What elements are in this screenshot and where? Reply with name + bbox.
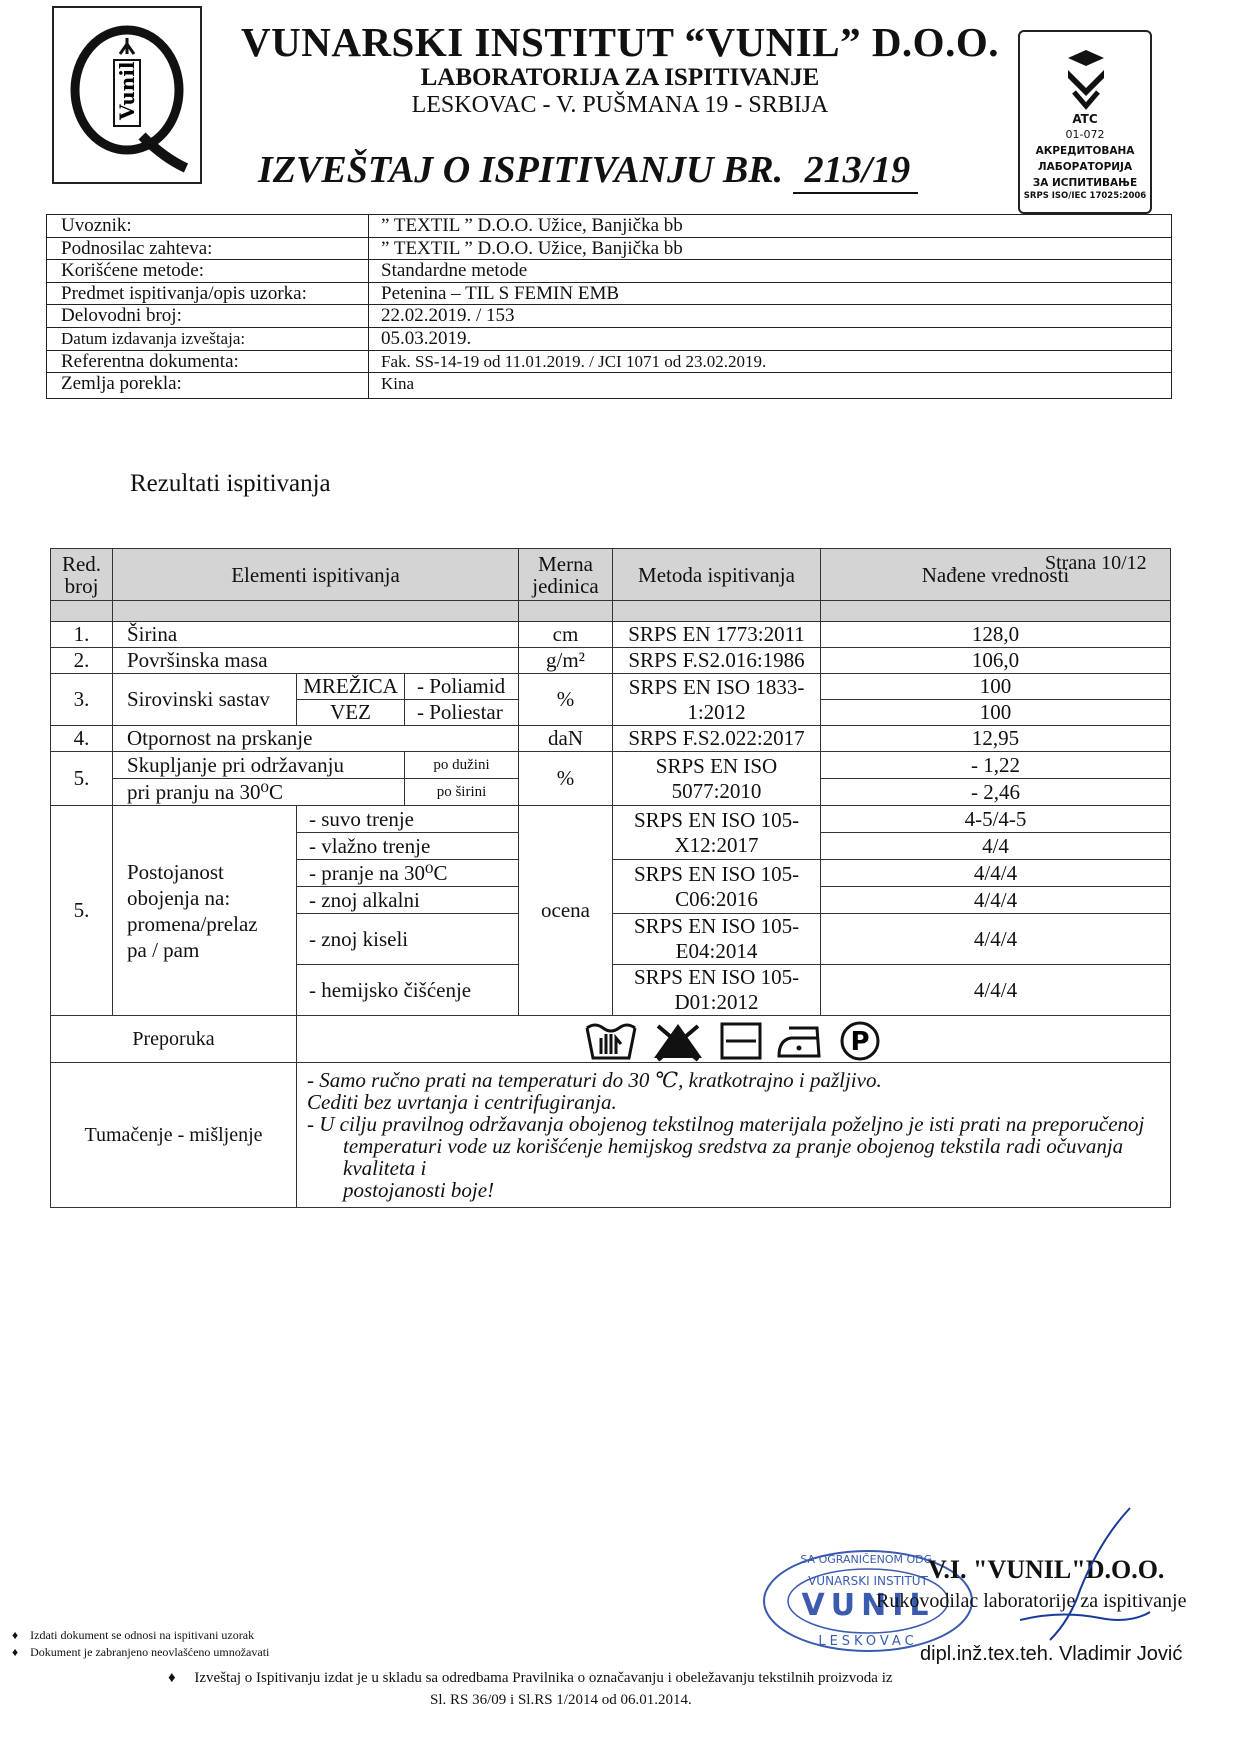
- accreditation-badge: [1018, 30, 1152, 214]
- info-row: Referentna dokumenta: Fak. SS-14-19 od 11.01.2019. / JCI 1071 od 23.02.2019.: [47, 351, 1171, 374]
- table-row: 4. Otpornost na prskanje daN SRPS F.S2.022:2017 12,95: [51, 726, 1171, 752]
- table-row: - znoj kiseli SRPS EN ISO 105-E04:2014 4/4/4: [51, 914, 1171, 965]
- signature-name: dipl.inž.tex.teh. Vladimir Jović: [920, 1643, 1183, 1665]
- table-row: 5. Postojanost obojenja na: promena/prelaz pa / pam - suvo trenje ocena SRPS EN ISO 105-X12:2017 4-5/4-5: [51, 806, 1171, 833]
- table-row: VEZ - Poliestar 100: [51, 700, 1171, 726]
- table-row: 1. Širina cm SRPS EN 1773:2011 128,0: [51, 622, 1171, 648]
- info-row: Predmet ispitivanja/opis uzorka: Petenina – TIL S FEMIN EMB: [47, 283, 1171, 306]
- iron-low-icon: [775, 1020, 825, 1062]
- info-row: Delovodni broj: 22.02.2019. / 153: [47, 305, 1171, 328]
- no-bleach-icon: [650, 1020, 706, 1062]
- table-row: - znoj alkalni 4/4/4: [51, 887, 1171, 914]
- interpretation-row: Tumačenje - mišljenje - Samo ručno prati na temperaturi do 30 ℃, kratkotrajno i pažljivo. Cediti bez uvrtanja i centrifugiranja. - U cilju pravilnog održavanja obojenog tekstilnog materijala poželjno je isti prati na preporučenoj temperaturi vode uz korišćenje hemijskog sredstva za pranje obojenog tekstila radi očuvanja kvaliteta i postojanosti boje!: [51, 1063, 1171, 1208]
- info-row: Uvoznik: ” TEXTIL ” D.O.O. Užice, Banjička bb: [47, 215, 1171, 238]
- report-number: 213/19: [793, 148, 919, 194]
- footer-note-4: Sl. RS 36/09 i Sl.RS 1/2014 od 06.01.2014.: [430, 1692, 692, 1708]
- footer-note-1: ♦ Izdati dokument se odnosi na ispitivani uzorak: [12, 1628, 255, 1642]
- laboratory-name: LABORATORIJA ZA ISPITIVANJE: [420, 64, 820, 91]
- header-no: Red. broj: [51, 549, 113, 601]
- header-elements: Elementi ispitivanja: [113, 549, 519, 601]
- signature-icon: [980, 1500, 1160, 1650]
- table-row: pri pranju na 30⁰C po širini - 2,46: [51, 779, 1171, 806]
- institute-name: VUNARSKI INSTITUT “VUNIL” D.O.O.: [241, 19, 999, 65]
- header-unit: Merna jedinica: [519, 549, 613, 601]
- svg-text:VUNARSKI INSTITUT: VUNARSKI INSTITUT: [808, 1574, 928, 1588]
- table-row: - vlažno trenje 4/4: [51, 833, 1171, 860]
- address: LESKOVAC - V. PUŠMANA 19 - SRBIJA: [411, 92, 829, 118]
- svg-text:Vunil: Vunil: [115, 61, 139, 120]
- svg-text:LESKOVAC: LESKOVAC: [818, 1634, 918, 1649]
- atc-label: ATC: [1072, 112, 1098, 126]
- footer-note-3: ♦ Izveštaj o Ispitivanju izdat je u skladu sa odredbama Pravilnika o označavanju i obeležavanju tekstilnih proizvoda iz: [168, 1670, 893, 1686]
- table-row: - hemijsko čišćenje SRPS EN ISO 105-D01:2012 4/4/4: [51, 965, 1171, 1016]
- info-row: Zemlja porekla: Kina: [47, 373, 1171, 398]
- table-row: 3. Sirovinski sastav MREŽICA - Poliamid % SRPS EN ISO 1833-1:2012 100: [51, 674, 1171, 700]
- recommendation-row: Preporuka P: [51, 1016, 1171, 1063]
- footer-note-2: ♦ Dokument je zabranjeno neovlašćeno umnožavati: [12, 1645, 270, 1659]
- fastness-label: Postojanost obojenja na: promena/prelaz pa / pam: [113, 806, 297, 1016]
- accr-standard: SRPS ISO/IEC 17025:2006: [1023, 191, 1147, 201]
- svg-text:SA OGRANIČENOM ODG.: SA OGRANIČENOM ODG.: [800, 1553, 936, 1566]
- report-info-table: [46, 214, 1172, 399]
- table-header-row: [51, 549, 1171, 601]
- no-tumble-dry-icon: [718, 1020, 764, 1062]
- info-row: Datum izdavanja izveštaja: 05.03.2019.: [47, 328, 1171, 351]
- header-value: Nađene vrednosti: [821, 549, 1171, 601]
- accr-line-2: ЛАБОРАТОРИЈА: [1037, 161, 1133, 173]
- table-row: 5. Skupljanje pri održavanju po dužini % SRPS EN ISO 5077:2010 - 1,22: [51, 752, 1171, 779]
- interpretation-text: - Samo ručno prati na temperaturi do 30 ℃, kratkotrajno i pažljivo. Cediti bez uvrtanja i centrifugiranja. - U cilju pravilnog održavanja obojenog tekstilnog materijala poželjno je isti prati na preporučenoj temperaturi vode uz korišćenje hemijskog sredstva za pranje obojenog tekstila radi očuvanja kvaliteta i postojanosti boje!: [297, 1063, 1171, 1208]
- info-row: Korišćene metode: Standardne metode: [47, 260, 1171, 283]
- atc-accreditation-icon: [1064, 48, 1108, 110]
- results-title: Rezultati ispitivanja: [130, 470, 331, 497]
- info-row: Podnosilac zahteva: ” TEXTIL ” D.O.O. Užice, Banjička bb: [47, 238, 1171, 261]
- hand-wash-icon: [583, 1020, 639, 1062]
- accr-line-1: АКРЕДИТОВАНА: [1035, 145, 1135, 157]
- results-table: [50, 548, 1171, 1208]
- table-row: - pranje na 30⁰C SRPS EN ISO 105-C06:2016 4/4/4: [51, 860, 1171, 887]
- svg-text:VUNIL: VUNIL: [801, 1588, 935, 1623]
- header-spacer-row: [51, 601, 1171, 622]
- page-number: Strana 10/12: [1045, 552, 1147, 574]
- report-title: IZVEŠTAJ O ISPITIVANJU BR. 213/19: [258, 148, 918, 194]
- vunil-q-logo-icon: [54, 8, 200, 182]
- institute-logo: [52, 6, 202, 184]
- header-method: Metoda ispitivanja: [613, 549, 821, 601]
- svg-text:P: P: [850, 1027, 870, 1057]
- signature-company: V.I. "VUNIL"D.O.O.: [928, 1555, 1165, 1584]
- signature-role: Rukovodilac laboratorije za ispitivanje: [876, 1590, 1187, 1612]
- accr-line-3: ЗА ИСПИТИВАЊЕ: [1032, 177, 1138, 189]
- table-row: 2. Površinska masa g/m² SRPS F.S2.016:1986 106,0: [51, 648, 1171, 674]
- atc-code: 01-072: [1065, 128, 1105, 141]
- dry-clean-p-icon: [836, 1020, 884, 1062]
- care-symbols: [297, 1016, 1171, 1063]
